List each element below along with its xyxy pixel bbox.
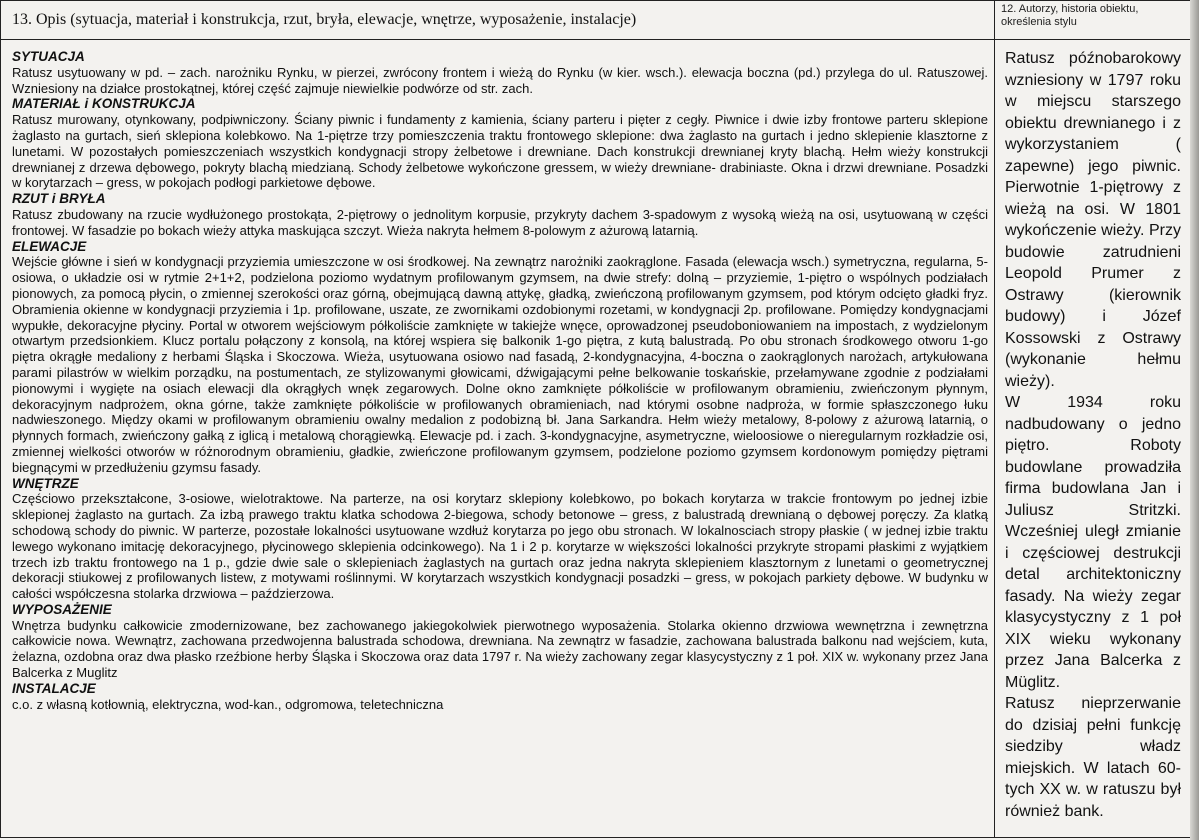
section-heading: RZUT i BRYŁA — [12, 191, 106, 207]
section-heading: WYPOSAŻENIE — [12, 601, 112, 617]
history-paragraph: Ratusz nieprzerwanie do dzisiaj pełni funkcję siedziby władz miejskich. W latach 60-tych XX w. w ratuszu był również bank. — [1005, 695, 1181, 820]
history-header — [995, 0, 1196, 40]
history-title: 12. Autorzy, historia obiektu, określenia stylu — [1001, 3, 1139, 28]
history-body — [1005, 48, 1181, 822]
section-heading: SYTUACJA — [12, 49, 85, 64]
section-wyposazenie — [12, 602, 988, 681]
section-heading: ELEWACJE — [12, 238, 87, 254]
history-paragraph: Ratusz późnobarokowy wzniesiony w 1797 roku w miejscu starszego obiektu drewnianego i z wykorzystaniem ( zapewne) jego piwnic. Pierwotnie 1-piętrowy z wieżą na osi. W 1801 wykończenie wieży. Przy budowie zatrudnieni Leopold Prumer z Ostrawy (kierownik budowy) i Józef Kossowski z Ostrawy (wykonanie hełmu wieży). — [1005, 50, 1181, 390]
section-wnetrze — [12, 476, 988, 602]
section-text: Ratusz usytuowany w pd. – zach. narożniku Rynku, w pierzei, zwrócony frontem i wieżą do Rynku (w kier. wsch.). elewacja boczna (pd.) przylega do ul. Ratuszowej. Wzniesiony na działce prostokątnej, której część zajmuje niewielkie podwórze od str. zach. — [12, 64, 988, 96]
section-elewacje — [12, 239, 988, 476]
section-material — [12, 96, 988, 191]
history-column — [995, 0, 1196, 838]
section-text: Wnętrza budynku całkowicie zmodernizowane, bez zachowanego jakiegokolwiek pierwotnego wyposażenia. Stolarka okienno drzwiowa wewnętrzna i zewnętrzna całkowicie nowa. Wewnątrz, zachowana przedwojenna balustrada schodowa, drewniana. Na zewnątrz w fasadzie, zachowana balustrada balkonu nad wejściem, kuta, żelazna, ozdobna oraz dwa płasko rzeźbione herby Śląska i Skoczowa oraz data 1797 r. Na wieży zachowany zegar klasycystyczny z 1 poł. XIX w. wykonany przez Jana Balcerka z Muglitz — [12, 617, 988, 681]
description-body — [12, 49, 988, 712]
section-text: Wejście główne i sień w kondygnacji przyziemia umieszczone w osi środkowej. Na zewnątrz narożniki zaokrąglone. Fasada (elewacja wsch.) symetryczna, regularna, 5-osiowa, o układzie osi w rytmie 2+1+2, podzielona poziomo wydatnym profilowanym gzymsem, na dwie strefy: dolną – przyziemie, 1-piętro o wspólnych podziałach pionowych, za pomocą płycin, o zmiennej szerokości oraz górną, obejmującą dawną attykę, gładką, zwieńczoną profilowanym gzymsem, pod którym odcięto gładki fryz. Obramienia okienne w kondygnacji przyziemia i 1p. profilowane, uszate, ze zwornikami ozdobionymi rozetami, w kondygnacji 2p. profilowane. Pomiędzy kondygnacjami wypukłe, dekoracyjne płyciny. Portal w otworem wejściowym półkoliście zamknięte w takiejże wnęce, oprowadzonej pseudoboniowaniem na impostach, z wydzielonym otwartym przedsionkiem. Klucz portalu połączony z konsolą, na której wspiera się balkonik 1-go piętra, z kutą balustradą. Po obu stronach środkowego otworu 1-go piętra okrągłe medaliony z herbami Śląska i Skoczowa. Wieża, usytuowana osiowo nad fasadą, 2-kondygnacyjna, 4-boczna o zaokrąglonych narożach, artykułowana parami pilastrów w wielkim porządku, na postumentach, ze stylizowanymi głowicami, dźwigającymi pełne belkowanie toskańskie, przełamywane zgodnie z podziałami pionowymi i wygięte na osiach elewacji dla okrągłych wnęk zegarowych. Dolne okno zamknięte półkoliście w profilowanym obramieniu, zwieńczonym płynnym, dekoracyjnym nadprożem, okna górne, także zamknięte półkoliście w profilowanych obramieniach, nad którymi osobne nadproża, w formie spłaszczonego łuku nadwieszonego. Między okami w profilowanym obramieniu owalny medalion z podobizną bł. Jana Sarkandra. Hełm wieży metalowy, 8-polowy z ażurową latarnią, o płynnych formach, zwieńczony gałką z iglicą i metalową chorągiewką. Elewacje pd. i zach. 3-kondygnacyjne, asymetryczne, wieloosiowe o nieregularnym rozkładzie osi, zmiennej wielkości otworów w różnorodnym obramieniu, gładkie, zwieńczone profilowanym gzymsem, podzielone poziomo gzymsem kordonowym pomiędzy piętrami biegnącymi w przedłużeniu gzymsu fasady. — [12, 254, 988, 475]
section-heading: WNĘTRZE — [12, 475, 79, 491]
section-rzut — [12, 191, 988, 238]
section-heading: INSTALACJE — [12, 680, 96, 696]
section-text: Częściowo przekształcone, 3-osiowe, wielotraktowe. Na parterze, na osi korytarz sklepiony kolebkowo, po bokach korytarza w trakcie frontowym po jednej izbie sklepionej żaglasto na gurtach. Za izbą prawego traktu klatka schodowa 2-biegowa, schody betonowe – gress, z balustradą drewnianą o dębowej poręczy. Za klatką schodową schody do piwnic. W parterze, pozostałe lokalności usytuowane wzdłuż korytarza po jego obu stronach. W lokalnosciach stropy płaskie ( w jednej izbie traktu lewego wykonano imitację dekoracyjnego, płycinowego sklepienia odcinkowego). Na 1 i 2 p. korytarze w większości lokalności przykryte stropami płaskimi z wyjątkiem trzech izb traktu frontowego na 1 p., gdzie dwie sale o sklepieniach żaglastych na gurtach oraz jedna nakryta sklepieniem klasztornym z lunetami o geometrycznej dekoracji stiukowej z profilowanych listew, z motywami roślinnymi. W korytarzach wszystkich kondygnacji posadzki – gress, w pokojach parkiety dębowe. W budynku w całości współczesna stolarka drzwiowa – paździerzowa. — [12, 491, 988, 602]
section-text: c.o. z własną kotłownią, elektryczna, wod-kan., odgromowa, teletechniczna — [12, 696, 444, 712]
section-text: Ratusz murowany, otynkowany, podpiwniczony. Ściany piwnic i fundamenty z kamienia, ściany parteru i pięter z cegły. Piwnice i dwie izby frontowe parteru sklepione żaglasto na gurtach, sień sklepiona kolebkowo. Na 1-piętrze trzy pomieszczenia traktu frontowego sklepione: dwa żaglasto na gurtach i jedno sklepienie klasztorne z lunetami. W pozostałych pomieszczeniach wszystkich kondygnacji stropy żelbetowe i drewniane. Dach konstrukcji drewnianej kryty blachą. Hełm wieży konstrukcji drewnianej z drzewa dębowego, pokryty blachą miedzianą. Schody żelbetowe wykończone gressem, w wieży drewniane- drabiniaste. Okna i drzwi drewniane. Posadzki w korytarzach – gress, w pokojach podłogi parkietowe dębowe. — [12, 112, 988, 191]
section-instalacje — [12, 681, 988, 713]
scan-edge-shadow — [1190, 0, 1199, 840]
description-title: 13. Opis (sytuacja, materiał i konstrukcja, rzut, bryła, elewacje, wnętrze, wyposażenie, instalacje) — [12, 11, 637, 28]
description-header — [0, 0, 995, 40]
section-text: Ratusz zbudowany na rzucie wydłużonego prostokąta, 2-piętrowy o jednolitym korpusie, przykryty dachem 3-spadowym z wysoką wieżą na osi, usytuowaną w części frontowej. W fasadzie po bokach wieży attyka maskująca szczyt. Wieża nakryta hełmem 8-polowym z ażurową latarnią. — [12, 206, 988, 238]
history-paragraph: W 1934 roku nadbudowany o jedno piętro. Roboty budowlane prowadziła firma budowlana Jan i Juliusz Stritzki. Wcześniej uległ zmianie i częściowej destrukcji detal architektoniczny fasady. Na wieży zegar klasycystyczny z 1 poł XIX wieku wykonany przez Jana Balcerka z Müglitz. — [1005, 394, 1181, 691]
section-sytuacja — [12, 49, 988, 96]
section-heading: MATERIAŁ i KONSTRUKCJA — [12, 96, 196, 112]
